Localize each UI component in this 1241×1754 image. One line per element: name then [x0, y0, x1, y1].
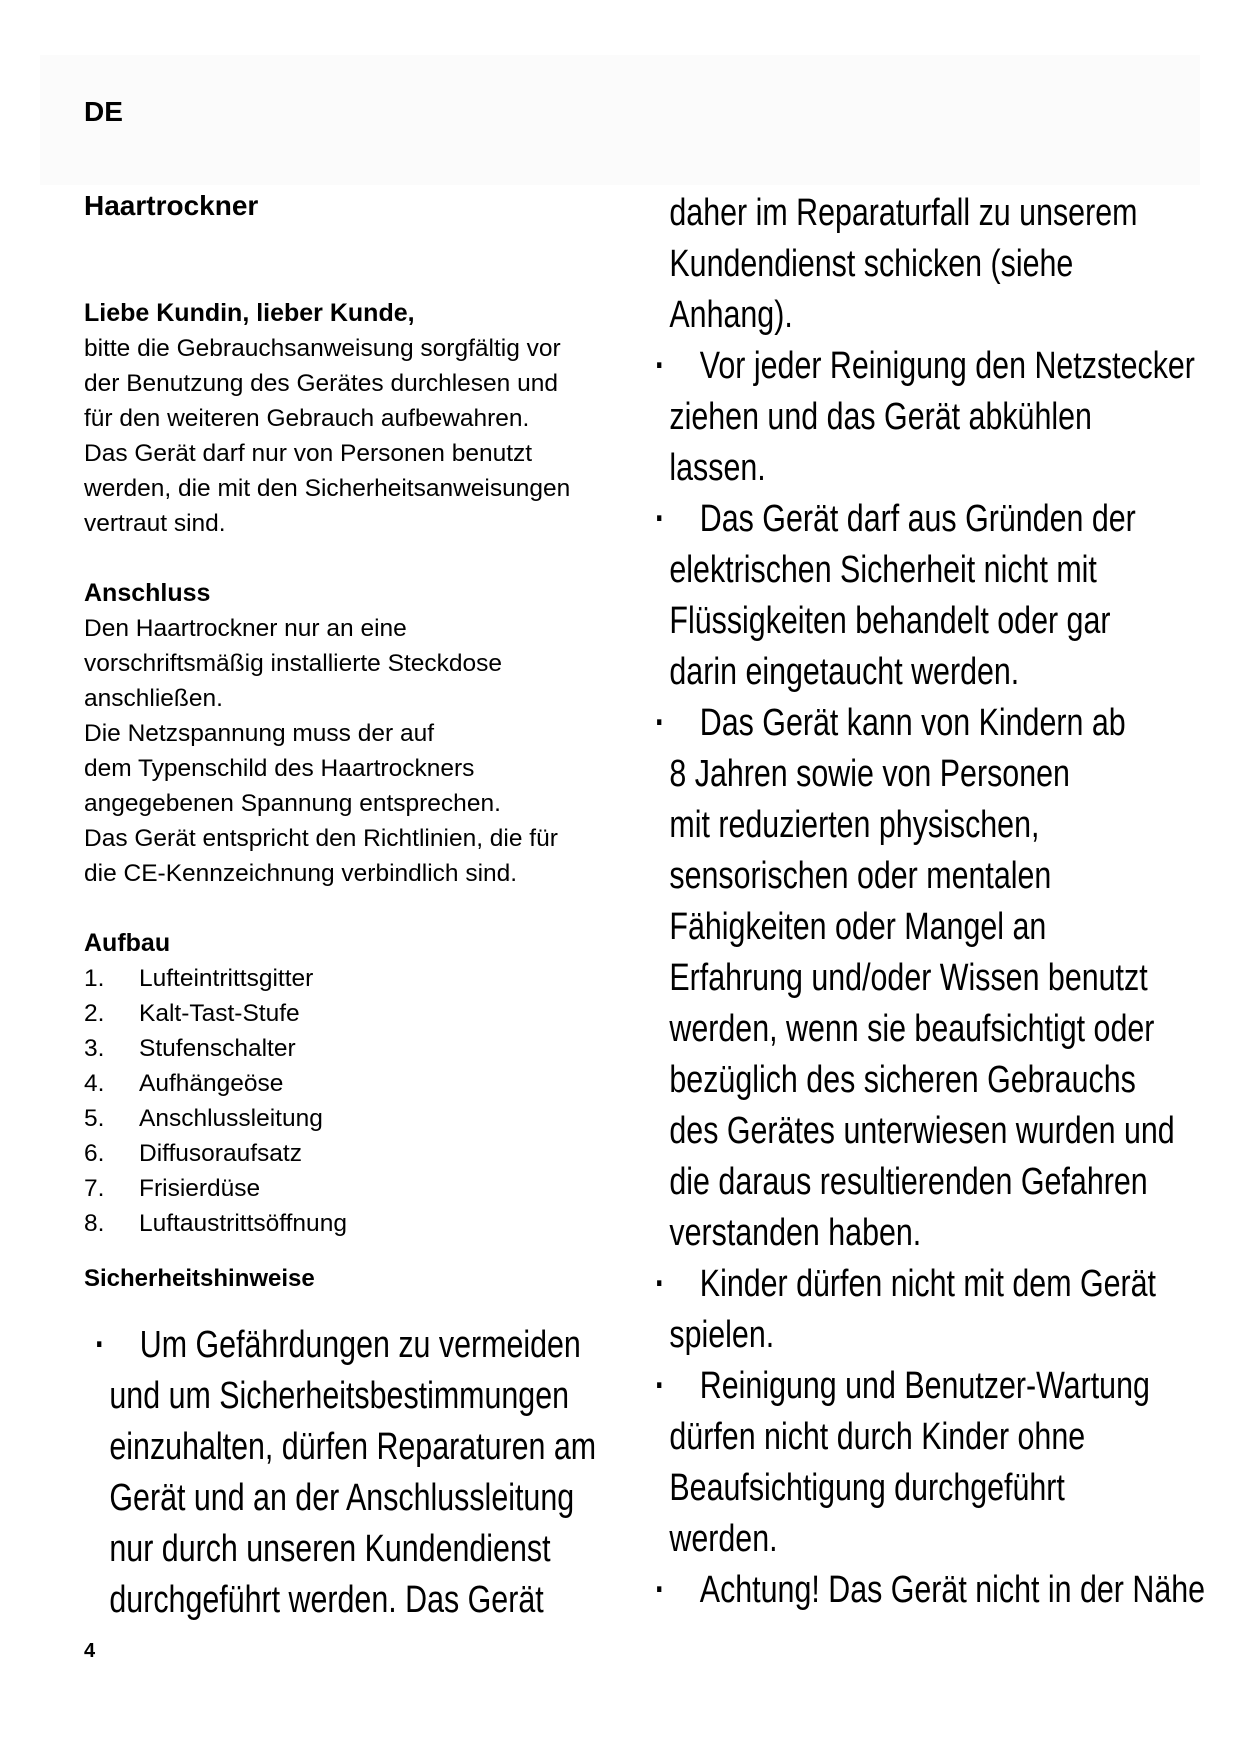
list-item	[84, 1101, 644, 1136]
item-number: 1.	[84, 965, 105, 992]
bullet-text: Reinigung und Benutzer-Wartung	[699, 1365, 1150, 1407]
item-label: Kalt-Tast-Stufe	[139, 1000, 300, 1027]
bullet-text: Das Gerät kann von Kindern ab	[699, 702, 1126, 744]
header-band	[40, 55, 1200, 185]
bullet-line	[655, 1361, 1183, 1412]
bullet-line: Erfahrung und/oder Wissen benutzt	[669, 957, 1148, 999]
list-item	[84, 1206, 644, 1241]
list-item	[84, 1066, 644, 1101]
safety-bullet-left	[95, 1320, 735, 1626]
item-label: Aufhängeöse	[139, 1070, 284, 1097]
item-label: Anschlussleitung	[139, 1105, 323, 1132]
list-item	[84, 1136, 644, 1171]
bullet-line: Gerät und an der Anschlussleitung	[109, 1477, 575, 1519]
bullet-icon: ·	[655, 1365, 666, 1407]
intro-line: für den weiteren Gebrauch aufbewahren.	[84, 405, 530, 432]
list-item	[84, 996, 644, 1031]
bullet-line: spielen.	[669, 1314, 775, 1356]
bullet-icon: ·	[655, 1263, 666, 1305]
anschluss-line: Das Gerät entspricht den Richtlinien, die für	[84, 825, 558, 852]
anschluss-line: dem Typenschild des Haartrockners	[84, 755, 475, 782]
bullet-line: durchgeführt werden. Das Gerät	[109, 1579, 544, 1621]
item-label: Lufteintrittsgitter	[139, 965, 314, 992]
bullet-line: bezüglich des sicheren Gebrauchs	[669, 1059, 1136, 1101]
anschluss-line: anschließen.	[84, 685, 223, 712]
bullet-line: mit reduzierten physischen,	[669, 804, 1040, 846]
item-label: Stufenschalter	[139, 1035, 296, 1062]
item-label: Luftaustrittsöffnung	[139, 1210, 347, 1237]
bullet-line	[655, 1259, 1183, 1310]
bullet-icon: ·	[95, 1324, 106, 1366]
bullet-line: lassen.	[669, 447, 766, 489]
bullet-line: werden.	[669, 1518, 778, 1560]
bullet-line: werden, wenn sie beaufsichtigt oder	[669, 1008, 1155, 1050]
bullet-text: Vor jeder Reinigung den Netzstecker	[699, 345, 1195, 387]
parts-list	[84, 961, 644, 1241]
bullet-line: sensorischen oder mentalen	[669, 855, 1052, 897]
right-column	[655, 188, 1241, 1616]
intro-line: werden, die mit den Sicherheitsanweisungen	[84, 475, 571, 502]
bullet-line: und um Sicherheitsbestimmungen	[109, 1375, 570, 1417]
bullet-line	[655, 341, 1195, 392]
anschluss-line: angegebenen Spannung entsprechen.	[84, 790, 501, 817]
anschluss-line: die CE-Kennzeichnung verbindlich sind.	[84, 860, 518, 887]
continuation-line: daher im Reparaturfall zu unserem	[669, 192, 1138, 234]
bullet-line: Flüssigkeiten behandelt oder gar	[669, 600, 1111, 642]
bullet-icon: ·	[655, 1569, 666, 1611]
bullet-line: 8 Jahren sowie von Personen	[669, 753, 1070, 795]
bullet-line: Fähigkeiten oder Mangel an	[669, 906, 1047, 948]
intro-line: der Benutzung des Gerätes durchlesen und	[84, 370, 558, 397]
language-label: DE	[84, 96, 123, 127]
bullet-line	[655, 494, 1183, 545]
bullet-line: die daraus resultierenden Gefahren	[669, 1161, 1148, 1203]
aufbau-section	[84, 926, 644, 1241]
anschluss-line: Die Netzspannung muss der auf	[84, 720, 434, 747]
item-number: 2.	[84, 1000, 105, 1027]
item-number: 5.	[84, 1105, 105, 1132]
item-number: 4.	[84, 1070, 105, 1097]
list-item	[84, 1171, 644, 1206]
bullet-line: nur durch unseren Kundendienst	[109, 1528, 551, 1570]
bullet-line: dürfen nicht durch Kinder ohne	[669, 1416, 1086, 1458]
item-label: Frisierdüse	[139, 1175, 261, 1202]
intro-heading: Liebe Kundin, lieber Kunde,	[84, 299, 415, 327]
bullet-line	[655, 1565, 1206, 1616]
bullet-line: darin eingetaucht werden.	[669, 651, 1020, 693]
item-number: 8.	[84, 1210, 105, 1237]
aufbau-heading: Aufbau	[84, 929, 171, 957]
item-number: 6.	[84, 1140, 105, 1167]
bullet-text: Kinder dürfen nicht mit dem Gerät	[699, 1263, 1157, 1305]
intro-line: Das Gerät darf nur von Personen benutzt	[84, 440, 533, 467]
bullet-icon: ·	[655, 345, 666, 387]
bullet-line: Beaufsichtigung durchgeführt	[669, 1467, 1065, 1509]
bullet-line: elektrischen Sicherheit nicht mit	[669, 549, 1097, 591]
bullet-line	[655, 698, 1183, 749]
item-number: 7.	[84, 1175, 105, 1202]
anschluss-line: vorschriftsmäßig installierte Steckdose	[84, 650, 503, 677]
anschluss-line: Den Haartrockner nur an eine	[84, 615, 407, 642]
bullet-icon: ·	[655, 702, 666, 744]
bullet-line: ziehen und das Gerät abkühlen	[669, 396, 1092, 438]
left-column	[84, 296, 644, 1296]
page-title: Haartrockner	[84, 190, 259, 221]
bullet-line: einzuhalten, dürfen Reparaturen am	[109, 1426, 597, 1468]
anschluss-heading: Anschluss	[84, 579, 211, 607]
bullet-text: Achtung! Das Gerät nicht in der Nähe	[699, 1569, 1206, 1611]
bullet-text: Das Gerät darf aus Gründen der	[699, 498, 1136, 540]
bullet-line: des Gerätes unterwiesen wurden und	[669, 1110, 1175, 1152]
bullet-line	[95, 1320, 607, 1371]
intro-line: vertraut sind.	[84, 510, 226, 537]
intro-line: bitte die Gebrauchsanweisung sorgfältig vor	[84, 335, 561, 362]
item-label: Diffusoraufsatz	[139, 1140, 302, 1167]
item-number: 3.	[84, 1035, 105, 1062]
bullet-line: verstanden haben.	[669, 1212, 922, 1254]
list-item	[84, 1031, 644, 1066]
list-item	[84, 961, 644, 996]
intro-section	[84, 296, 644, 541]
anschluss-section	[84, 576, 644, 891]
bullet-icon: ·	[655, 498, 666, 540]
page-number: 4	[84, 1640, 96, 1662]
continuation-line: Kundendienst schicken (siehe	[669, 243, 1074, 285]
continuation-line: Anhang).	[669, 294, 793, 336]
safety-heading: Sicherheitshinweise	[84, 1265, 315, 1292]
bullet-text: Um Gefährdungen zu vermeiden	[139, 1324, 581, 1366]
